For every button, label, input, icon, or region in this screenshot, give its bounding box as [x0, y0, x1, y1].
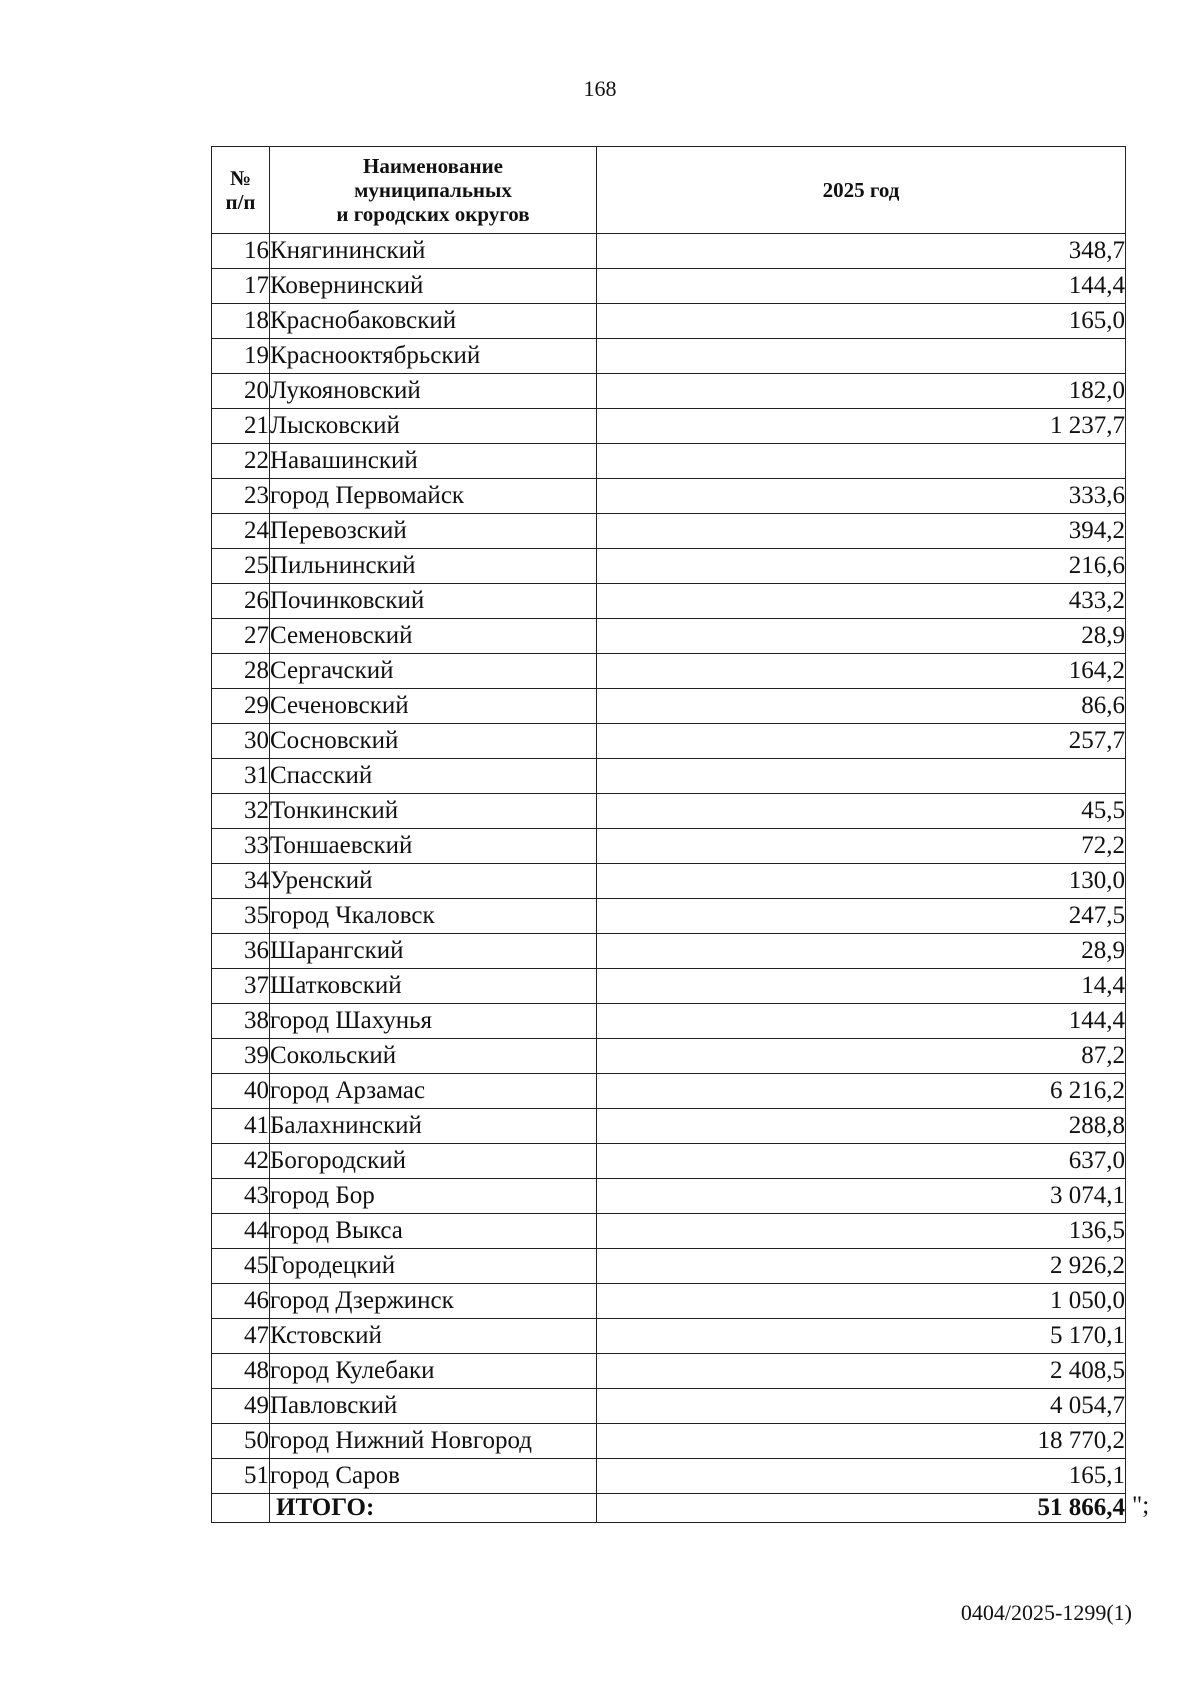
row-number: 29	[212, 689, 270, 724]
header-number-line: п/п	[225, 190, 256, 214]
header-name-line: и городских округов	[336, 202, 530, 226]
row-number: 49	[212, 1389, 270, 1424]
row-name: город Шахунья	[270, 1004, 597, 1039]
row-number: 20	[212, 374, 270, 409]
row-value: 14,4	[597, 969, 1126, 1004]
row-name: Лысковский	[270, 409, 597, 444]
document-code: 0404/2025-1299(1)	[960, 1600, 1132, 1625]
row-name: Краснооктябрьский	[270, 339, 597, 374]
row-name: город Нижний Новгород	[270, 1424, 597, 1459]
closing-mark: ";	[1132, 1492, 1150, 1519]
row-value: 2 926,2	[597, 1249, 1126, 1284]
row-number: 40	[212, 1074, 270, 1109]
row-name: город Арзамас	[270, 1074, 597, 1109]
table-row	[212, 1214, 1126, 1249]
table-row	[212, 584, 1126, 619]
row-value: 164,2	[597, 654, 1126, 689]
table-row	[212, 969, 1126, 1004]
table-row	[212, 409, 1126, 444]
table-row	[212, 1179, 1126, 1214]
row-name: Кстовский	[270, 1319, 597, 1354]
table-row	[212, 689, 1126, 724]
row-number: 37	[212, 969, 270, 1004]
row-number: 27	[212, 619, 270, 654]
row-number: 18	[212, 304, 270, 339]
row-value: 165,0	[597, 304, 1126, 339]
row-number: 48	[212, 1354, 270, 1389]
table-row	[212, 654, 1126, 689]
table-row	[212, 514, 1126, 549]
row-number: 39	[212, 1039, 270, 1074]
row-number: 32	[212, 794, 270, 829]
header-number	[212, 147, 270, 234]
row-number: 34	[212, 864, 270, 899]
row-number: 42	[212, 1144, 270, 1179]
row-number: 28	[212, 654, 270, 689]
row-name: Тоншаевский	[270, 829, 597, 864]
row-name: Балахнинский	[270, 1109, 597, 1144]
row-value: 1 050,0	[597, 1284, 1126, 1319]
row-value: 28,9	[597, 619, 1126, 654]
table-row	[212, 269, 1126, 304]
row-number: 36	[212, 934, 270, 969]
table-row	[212, 304, 1126, 339]
table-row	[212, 864, 1126, 899]
row-name: Павловский	[270, 1389, 597, 1424]
row-value: 87,2	[597, 1039, 1126, 1074]
row-number: 38	[212, 1004, 270, 1039]
table-row	[212, 1424, 1126, 1459]
row-value	[597, 759, 1126, 794]
row-name: Тонкинский	[270, 794, 597, 829]
table-row	[212, 549, 1126, 584]
row-value: 72,2	[597, 829, 1126, 864]
row-name: Краснобаковский	[270, 304, 597, 339]
table-row	[212, 899, 1126, 934]
row-value: 2 408,5	[597, 1354, 1126, 1389]
row-value: 333,6	[597, 479, 1126, 514]
row-number: 21	[212, 409, 270, 444]
table-row	[212, 444, 1126, 479]
table-row	[212, 934, 1126, 969]
row-name: Богородский	[270, 1144, 597, 1179]
row-value: 165,1	[597, 1459, 1126, 1494]
total-value: 51 866,4	[597, 1494, 1126, 1523]
row-value: 394,2	[597, 514, 1126, 549]
row-value: 5 170,1	[597, 1319, 1126, 1354]
row-name: Княгининский	[270, 234, 597, 269]
row-value: 6 216,2	[597, 1074, 1126, 1109]
row-value: 130,0	[597, 864, 1126, 899]
row-name: Навашинский	[270, 444, 597, 479]
row-number: 33	[212, 829, 270, 864]
row-value: 28,9	[597, 934, 1126, 969]
table-row	[212, 1354, 1126, 1389]
total-row	[212, 1494, 1126, 1523]
table-row	[212, 794, 1126, 829]
row-name: Семеновский	[270, 619, 597, 654]
row-name: Спасский	[270, 759, 597, 794]
row-value: 247,5	[597, 899, 1126, 934]
table-row	[212, 374, 1126, 409]
row-name: Починковский	[270, 584, 597, 619]
row-value: 288,8	[597, 1109, 1126, 1144]
table-header-row	[212, 147, 1126, 234]
table-row	[212, 1039, 1126, 1074]
table-row	[212, 479, 1126, 514]
row-number: 51	[212, 1459, 270, 1494]
table-row	[212, 1389, 1126, 1424]
row-value	[597, 339, 1126, 374]
row-value: 136,5	[597, 1214, 1126, 1249]
row-number: 25	[212, 549, 270, 584]
row-name: Лукояновский	[270, 374, 597, 409]
row-value: 182,0	[597, 374, 1126, 409]
row-number: 30	[212, 724, 270, 759]
table-row	[212, 234, 1126, 269]
row-name: Шарангский	[270, 934, 597, 969]
row-name: Сосновский	[270, 724, 597, 759]
row-value: 86,6	[597, 689, 1126, 724]
page-number: 168	[583, 76, 617, 101]
row-value: 18 770,2	[597, 1424, 1126, 1459]
row-value: 348,7	[597, 234, 1126, 269]
row-name: город Дзержинск	[270, 1284, 597, 1319]
row-number: 16	[212, 234, 270, 269]
table-row	[212, 1284, 1126, 1319]
table-row	[212, 1074, 1126, 1109]
row-name: Сергачский	[270, 654, 597, 689]
row-name: Городецкий	[270, 1249, 597, 1284]
row-value: 4 054,7	[597, 1389, 1126, 1424]
table-row	[212, 1459, 1126, 1494]
row-name: Ковернинский	[270, 269, 597, 304]
row-value: 3 074,1	[597, 1179, 1126, 1214]
header-year: 2025 год	[597, 147, 1126, 234]
row-name: город Саров	[270, 1459, 597, 1494]
table-row	[212, 339, 1126, 374]
row-name: город Чкаловск	[270, 899, 597, 934]
row-number: 19	[212, 339, 270, 374]
table-row	[212, 619, 1126, 654]
total-label: ИТОГО:	[270, 1494, 597, 1523]
row-value: 45,5	[597, 794, 1126, 829]
row-value: 257,7	[597, 724, 1126, 759]
row-number: 45	[212, 1249, 270, 1284]
row-number: 17	[212, 269, 270, 304]
row-name: Сокольский	[270, 1039, 597, 1074]
row-name: Уренский	[270, 864, 597, 899]
table-row	[212, 829, 1126, 864]
header-number-line: №	[229, 166, 252, 190]
row-number: 50	[212, 1424, 270, 1459]
row-number: 22	[212, 444, 270, 479]
row-name: город Выкса	[270, 1214, 597, 1249]
row-number: 24	[212, 514, 270, 549]
table-row	[212, 1109, 1126, 1144]
row-value: 144,4	[597, 269, 1126, 304]
row-number: 31	[212, 759, 270, 794]
header-name-line: Наименование	[363, 154, 503, 178]
table-row	[212, 1004, 1126, 1039]
row-name: Шатковский	[270, 969, 597, 1004]
row-number: 47	[212, 1319, 270, 1354]
row-number: 43	[212, 1179, 270, 1214]
row-name: Сеченовский	[270, 689, 597, 724]
row-value: 433,2	[597, 584, 1126, 619]
row-value: 637,0	[597, 1144, 1126, 1179]
total-number-cell	[212, 1494, 270, 1523]
row-number: 41	[212, 1109, 270, 1144]
table-row	[212, 1249, 1126, 1284]
row-number: 35	[212, 899, 270, 934]
table-row	[212, 1319, 1126, 1354]
row-number: 46	[212, 1284, 270, 1319]
row-value: 1 237,7	[597, 409, 1126, 444]
table-row	[212, 759, 1126, 794]
row-value	[597, 444, 1126, 479]
row-value: 144,4	[597, 1004, 1126, 1039]
row-number: 44	[212, 1214, 270, 1249]
header-name	[270, 147, 597, 234]
row-number: 26	[212, 584, 270, 619]
row-name: Пильнинский	[270, 549, 597, 584]
table-row	[212, 724, 1126, 759]
table-row	[212, 1144, 1126, 1179]
row-number: 23	[212, 479, 270, 514]
row-name: город Бор	[270, 1179, 597, 1214]
budget-table	[211, 146, 1126, 1523]
header-name-line: муниципальных	[354, 178, 512, 202]
row-name: город Кулебаки	[270, 1354, 597, 1389]
row-name: город Первомайск	[270, 479, 597, 514]
row-value: 216,6	[597, 549, 1126, 584]
row-name: Перевозский	[270, 514, 597, 549]
